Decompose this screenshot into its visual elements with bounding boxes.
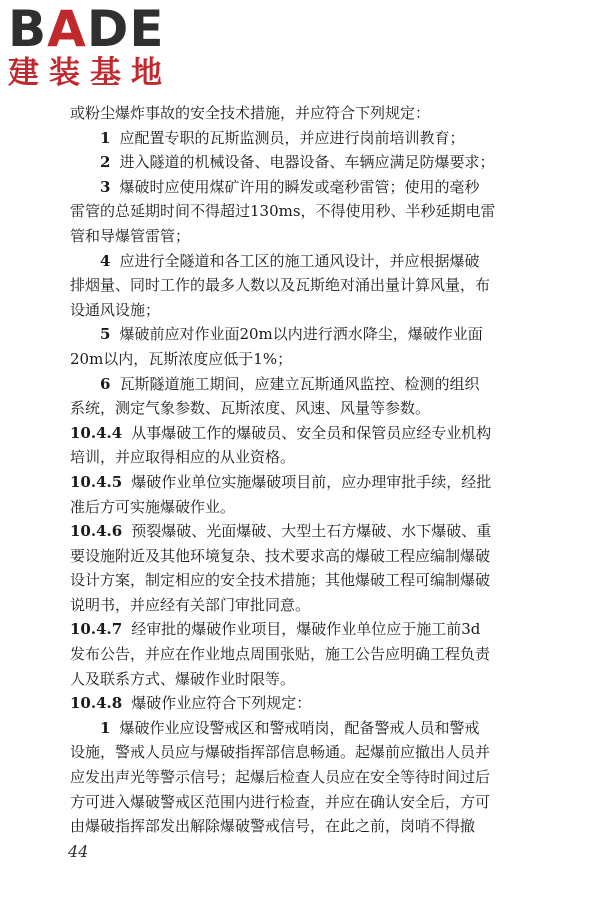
text-line: [70, 544, 510, 569]
line-text: 人及联系方式、爆破作业时限等。: [70, 669, 296, 688]
line-text: 经审批的爆破作业项目，爆破作业单位应于施工前3d: [131, 620, 481, 639]
bade-logo: [8, 0, 178, 92]
text-line: [70, 445, 510, 470]
line-text: 说明书，并应经有关部门审批同意。: [70, 595, 311, 614]
clause-number: 10.4.7: [70, 620, 123, 639]
list-item-line: [70, 372, 510, 397]
line-text: 雷管的总延期时间不得超过130ms，不得使用秒、半秒延期电雷: [70, 202, 496, 221]
section-clause-line: [70, 617, 510, 642]
text-line: [70, 568, 510, 593]
line-text: 爆破前应对作业面20m以内进行洒水降尘，爆破作业面: [119, 325, 483, 344]
text-line: [70, 765, 510, 790]
line-text: 爆破作业应符合下列规定：: [131, 694, 312, 713]
text-line: [70, 396, 510, 421]
section-clause-line: [70, 691, 510, 716]
line-text: 设计方案，制定相应的安全技术措施；其他爆破工程可编制爆破: [70, 571, 491, 590]
line-text: 爆破作业单位实施爆破项目前，应办理审批手续，经批: [131, 472, 492, 491]
list-item-line: [70, 126, 510, 151]
clause-number: 10.4.4: [70, 423, 123, 442]
item-number: 3: [100, 177, 111, 196]
page-number: 44: [68, 842, 89, 861]
item-number: 6: [100, 374, 111, 393]
clause-number: 10.4.6: [70, 522, 123, 541]
clause-number: 10.4.8: [70, 694, 123, 713]
list-item-line: [70, 150, 510, 175]
logo-subtitle: 建装基地: [8, 55, 172, 91]
text-line: [70, 298, 510, 323]
logo-brand-text: BADE: [8, 0, 165, 58]
line-text: 管和导爆管雷管；: [70, 226, 191, 245]
item-number: 2: [100, 153, 111, 172]
item-number: 4: [100, 251, 111, 270]
text-line: [70, 101, 510, 126]
list-item-line: [70, 175, 510, 200]
list-item-line: [70, 249, 510, 274]
item-number: 5: [100, 325, 111, 344]
line-text: 应发出声光等警示信号；起爆后检查人员应在安全等待时间过后: [70, 768, 491, 787]
line-text: 进入隧道的机械设备、电器设备、车辆应满足防爆要求；: [119, 153, 495, 172]
line-text: 爆破作业应设警戒区和警戒哨岗，配备警戒人员和警戒: [119, 718, 480, 737]
line-text: 设通风设施；: [70, 300, 161, 319]
section-clause-line: [70, 519, 510, 544]
line-text: 爆破时应使用煤矿许用的瞬发或毫秒雷管；使用的毫秒: [119, 177, 480, 196]
line-text: 准后方可实施爆破作业。: [70, 497, 236, 516]
item-number: 1: [100, 128, 111, 147]
line-text: 瓦斯隧道施工期间，应建立瓦斯通风监控、检测的组织: [119, 374, 480, 393]
line-text: 由爆破指挥部发出解除爆破警戒信号，在此之前，岗哨不得撤: [70, 817, 476, 836]
text-line: [70, 347, 510, 372]
line-text: 预裂爆破、光面爆破、大型土石方爆破、水下爆破、重: [131, 522, 492, 541]
item-number: 1: [100, 718, 111, 737]
text-line: [70, 740, 510, 765]
text-line: [70, 593, 510, 618]
line-text: 20m以内，瓦斯浓度应低于1%；: [70, 349, 293, 368]
list-item-line: [70, 322, 510, 347]
line-text: 系统，测定气象参数、瓦斯浓度、风速、风量等参数。: [70, 399, 431, 418]
line-text: 排烟量、同时工作的最多人数以及瓦斯绝对涌出量计算风量，布: [70, 276, 491, 295]
line-text: 或粉尘爆炸事故的安全技术措施，并应符合下列规定：: [70, 104, 431, 122]
text-line: [70, 224, 510, 249]
line-text: 应进行全隧道和各工区的施工通风设计，并应根据爆破: [119, 251, 480, 270]
section-clause-line: [70, 421, 510, 446]
text-line: [70, 199, 510, 224]
text-line: [70, 790, 510, 815]
line-text: 应配置专职的瓦斯监测员，并应进行岗前培训教育；: [119, 128, 465, 147]
section-clause-line: [70, 470, 510, 495]
clause-number: 10.4.5: [70, 472, 123, 491]
line-text: 培训，并应取得相应的从业资格。: [70, 448, 296, 467]
text-line: [70, 273, 510, 298]
line-text: 发布公告，并应在作业地点周围张贴，施工公告应明确工程负责: [70, 645, 491, 664]
text-line: [70, 642, 510, 667]
text-line: [70, 495, 510, 520]
line-text: 从事爆破工作的爆破员、安全员和保管员应经专业机构: [131, 423, 492, 442]
document-body: [70, 101, 510, 839]
text-line: [70, 667, 510, 692]
list-item-line: [70, 716, 510, 741]
line-text: 要设施附近及其他环境复杂、技术要求高的爆破工程应编制爆破: [70, 546, 491, 565]
line-text: 设施，警戒人员应与爆破指挥部信息畅通。起爆前应撤出人员并: [70, 743, 491, 762]
text-line: [70, 814, 510, 839]
line-text: 方可进入爆破警戒区范围内进行检查，并应在确认安全后，方可: [70, 792, 491, 811]
